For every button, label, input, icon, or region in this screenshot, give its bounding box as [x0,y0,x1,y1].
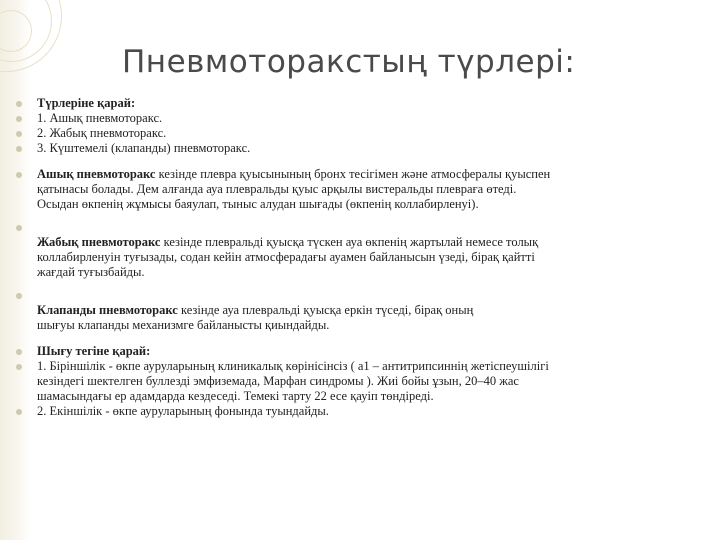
bullet-icon [16,116,22,122]
list-item [0,111,720,126]
bullet-icon [16,172,22,178]
term-valve: Клапанды пневмоторакс [37,303,178,317]
list-item-text: 2. Екіншілік - өкпе ауруларының фонында туындайды. [37,404,329,418]
bullet-icon [16,293,22,299]
bullet-icon [16,131,22,137]
list-item [0,141,720,156]
list-item [0,344,720,359]
bullet-icon [16,409,22,415]
bullet-icon [16,225,22,231]
heading-types: Түрлеріне қарай: [37,96,136,110]
list-item [0,303,720,333]
bullet-icon [16,364,22,370]
list-item-empty [0,288,720,303]
term-closed-description: кезінде плевральді қуысқа түскен ауа өкпенің жартылай немесе толық коллабирленуін туғызады, содан кейін атмосферадағы ауамен байланысын үзеді, бірaқ қайтті жағдай туғызбайды. [37,235,539,279]
list-item-text: 1. Біріншілік - өкпе ауруларының клиникалық көрінісінсіз ( a1 – антитрипсиннің жетіспеушілігі кезіндегі шектелген буллезді эмфиземада, Марфан синдромы ). Жиі бойы ұзын, 20–40 жас шамасындағы ер адамдарда кездеседі. Темекі тарту 22 есе қауіп төндіреді. [37,359,549,403]
list-item-text: 1. Ашық пневмоторакс. [37,111,163,125]
slide-title: Пневмоторакстың түрлері: [122,44,576,80]
term-open-description: кезінде плевра қуысынының бронх тесігімен және атмосфералы қуыспен қатынасы болады. Дем алғанда ауа плевральды қуыс арқылы вистеральды плевраға өтеді. Осыдан өкпенің жұмысы баяулап, тыныс алудан шығады (өкпенің коллабирленуі). [37,167,551,211]
bullet-icon [16,146,22,152]
list-item-text: 2. Жабық пневмоторакс. [37,126,167,140]
list-item [0,96,720,111]
term-closed: Жабық пневмоторакс [37,235,161,249]
bullet-icon [16,349,22,355]
list-item [0,235,720,280]
list-item [0,126,720,141]
list-item [0,359,720,404]
list-item [0,404,720,419]
bullet-list [0,96,720,419]
term-valve-description: кезінде ауа плевральді қуысқа еркін түседі, бірaқ оның шығуы клапанды механизмге байланысты қиындайды. [37,303,474,332]
list-item [0,167,720,212]
bullet-icon [16,101,22,107]
heading-origin: Шығу тегіне қарай: [37,344,151,358]
list-item-text: 3. Күштемелі (клапанды) пневмоторакс. [37,141,251,155]
term-open: Ашық пневмоторакс [37,167,156,181]
list-item-empty [0,220,720,235]
